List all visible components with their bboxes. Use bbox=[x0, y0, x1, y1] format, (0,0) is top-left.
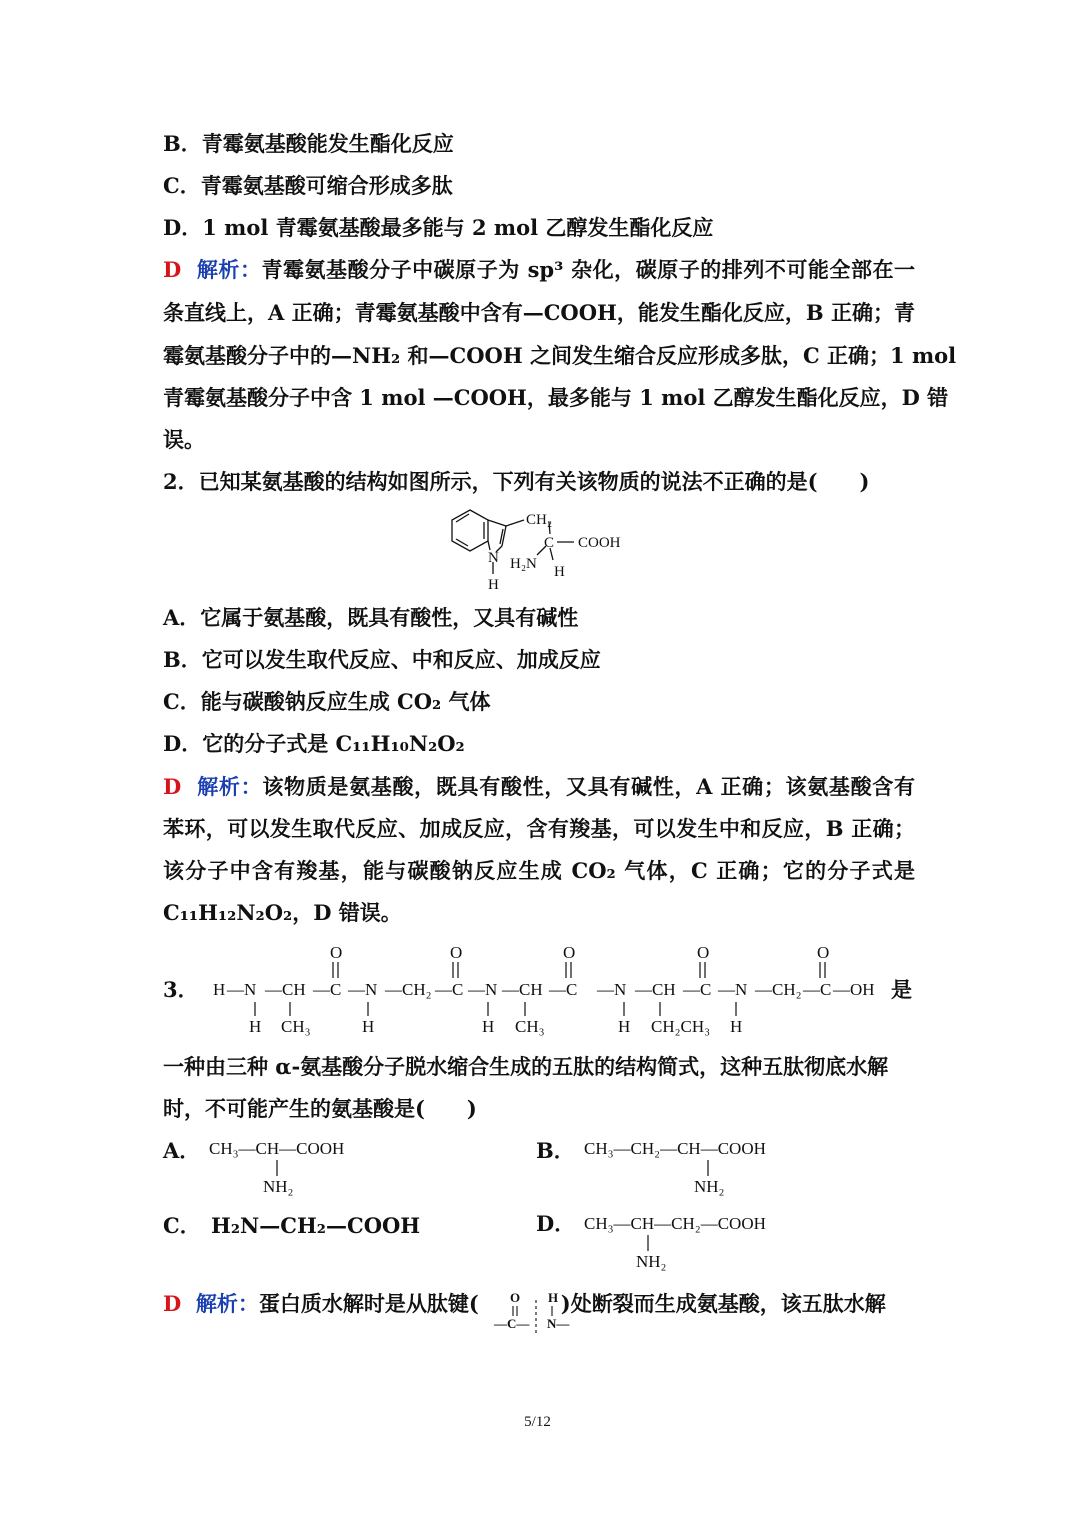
q3-option-c-label: C． bbox=[163, 1213, 201, 1238]
peptide-atom: —N bbox=[227, 980, 257, 999]
q1-option-c: C．青霉氨基酸可缩合形成多肽 bbox=[163, 173, 453, 198]
q2-nh-label: H bbox=[488, 577, 499, 593]
opt-a-amino: NH₂ bbox=[263, 1177, 294, 1196]
q2-option-a: A．它属于氨基酸，既具有酸性，又具有碱性 bbox=[163, 605, 579, 630]
q2-answer: D bbox=[163, 774, 182, 799]
q3-pentapeptide-formula bbox=[205, 938, 895, 1042]
peptide-atom: —C bbox=[549, 980, 578, 999]
peptide-substituent: H bbox=[362, 1017, 375, 1036]
q1-answer: D bbox=[163, 257, 182, 282]
q3-option-d-formula bbox=[580, 1205, 820, 1275]
page-number: 5/12 bbox=[524, 1414, 551, 1430]
q1-option-b: B．青霉氨基酸能发生酯化反应 bbox=[163, 131, 454, 156]
q3-answer: D bbox=[163, 1291, 182, 1316]
bond-c: —C— bbox=[494, 1316, 530, 1331]
q1-analysis-label: 解析： bbox=[196, 257, 262, 282]
peptide-carbonyl-o: O bbox=[450, 943, 463, 962]
peptide-substituent: CH₃ bbox=[515, 1017, 545, 1036]
q1-analysis-text: 青霉氨基酸分子中碳原子为 sp³ 杂化，碳原子的排列不可能全部在一 bbox=[261, 257, 915, 282]
q3-stem-line-2: 一种由三种 α-氨基酸分子脱水缩合生成的五肽的结构简式，这种五肽彻底水解 bbox=[163, 1054, 889, 1079]
q1-analysis-line-2: 条直线上，A 正确；青霉氨基酸中含有—COOH，能发生酯化反应，B 正确；青 bbox=[163, 300, 915, 325]
q2-ch-label: H bbox=[554, 564, 565, 580]
opt-b-chain: CH₃—CH₂—CH—COOH bbox=[584, 1139, 766, 1158]
q2-cooh-label: COOH bbox=[578, 535, 621, 551]
q3-option-b-label: B． bbox=[536, 1138, 575, 1163]
bond-n: N— bbox=[547, 1316, 570, 1331]
peptide-atom: —CH bbox=[265, 980, 306, 999]
bond-o: O bbox=[510, 1290, 521, 1305]
q1-analysis-line-4: 青霉氨基酸分子中含 1 mol —COOH，最多能与 1 mol 乙醇发生酯化反应，D 错 bbox=[163, 385, 949, 410]
peptide-atom: —N bbox=[718, 980, 748, 999]
q3-option-b-formula bbox=[580, 1130, 820, 1200]
q3-stem-suffix: 是 bbox=[891, 977, 912, 1002]
q2-option-d: D．它的分子式是 C₁₁H₁₀N₂O₂ bbox=[163, 731, 465, 756]
peptide-substituent: H bbox=[618, 1017, 631, 1036]
q2-c-label: C bbox=[544, 535, 555, 551]
peptide-atom: —N bbox=[348, 980, 378, 999]
q2-analysis-text: 该物质是氨基酸，既具有酸性，又具有碱性，A 正确；该氨基酸含有 bbox=[262, 774, 915, 799]
opt-a-chain: CH₃—CH—COOH bbox=[209, 1139, 345, 1158]
peptide-atom: —CH₂ bbox=[385, 980, 432, 999]
peptide-atom: —N bbox=[597, 980, 627, 999]
q3-analysis-label: 解析： bbox=[195, 1291, 259, 1316]
q2-h2n-label: H₂N bbox=[510, 556, 537, 572]
q2-analysis-line-2: 苯环，可以发生取代反应、加成反应，含有羧基，可以发生中和反应，B 正确； bbox=[163, 816, 915, 841]
opt-d-amino: NH₂ bbox=[636, 1252, 667, 1271]
q2-option-b: B．它可以发生取代反应、中和反应、加成反应 bbox=[163, 647, 601, 672]
peptide-atom: H bbox=[213, 980, 226, 999]
peptide-substituent: H bbox=[249, 1017, 262, 1036]
q2-analysis-line-4: C₁₁H₁₂N₂O₂，D 错误。 bbox=[163, 900, 402, 925]
q2-structure-diagram bbox=[440, 500, 640, 596]
peptide-atom: —C bbox=[435, 980, 464, 999]
bond-h: H bbox=[548, 1290, 559, 1305]
q2-analysis-line-1 bbox=[163, 772, 915, 802]
q2-option-c: C．能与碳酸钠反应生成 CO₂ 气体 bbox=[163, 689, 491, 714]
q3-stem-line-3: 时，不可能产生的氨基酸是( ) bbox=[163, 1096, 477, 1121]
peptide-substituent: H bbox=[730, 1017, 743, 1036]
peptide-atom: —N bbox=[468, 980, 498, 999]
q3-analysis-post: )处断裂而生成氨基酸，该五肽水解 bbox=[560, 1291, 886, 1316]
peptide-carbonyl-o: O bbox=[330, 943, 343, 962]
opt-d-chain: CH₃—CH—CH₂—COOH bbox=[584, 1214, 766, 1233]
q2-n-label: N bbox=[488, 550, 499, 566]
peptide-atom: —OH bbox=[833, 980, 875, 999]
q2-stem: 2．已知某氨基酸的结构如图所示，下列有关该物质的说法不正确的是( ) bbox=[163, 469, 870, 494]
q3-peptide-bond-diagram bbox=[490, 1286, 576, 1336]
q3-option-c-formula: H₂N—CH₂—COOH bbox=[211, 1213, 421, 1238]
q1-option-d: D．1 mol 青霉氨基酸最多能与 2 mol 乙醇发生酯化反应 bbox=[163, 215, 714, 240]
peptide-atom: —C bbox=[313, 980, 342, 999]
q2-analysis-label: 解析： bbox=[197, 774, 263, 799]
q1-analysis-line-1 bbox=[163, 255, 915, 285]
q3-analysis-pre: 蛋白质水解时是从肽键( bbox=[258, 1291, 479, 1316]
peptide-atom: —CH bbox=[502, 980, 543, 999]
peptide-carbonyl-o: O bbox=[563, 943, 576, 962]
peptide-atom: —C bbox=[803, 980, 832, 999]
q1-analysis-line-3: 霉氨基酸分子中的—NH₂ 和—COOH 之间发生缩合反应形成多肽，C 正确；1 mol bbox=[163, 343, 957, 368]
peptide-carbonyl-o: O bbox=[817, 943, 830, 962]
q1-analysis-line-5: 误。 bbox=[163, 427, 205, 452]
peptide-carbonyl-o: O bbox=[697, 943, 710, 962]
opt-b-amino: NH₂ bbox=[694, 1177, 725, 1196]
q3-option-a-formula bbox=[205, 1130, 405, 1200]
q3-option-a-label: A． bbox=[163, 1138, 201, 1163]
peptide-substituent: CH₂CH₃ bbox=[651, 1017, 711, 1036]
peptide-substituent: CH₃ bbox=[281, 1017, 311, 1036]
peptide-atom: —CH₂ bbox=[755, 980, 802, 999]
peptide-atom: —CH bbox=[635, 980, 676, 999]
peptide-atom: —C bbox=[683, 980, 712, 999]
q2-analysis-line-3: 该分子中含有羧基，能与碳酸钠反应生成 CO₂ 气体，C 正确；它的分子式是 bbox=[163, 858, 915, 883]
q3-number: 3． bbox=[163, 977, 199, 1002]
q2-ch2-label: CH₂ bbox=[526, 512, 553, 528]
q3-option-d-label: D． bbox=[536, 1211, 576, 1236]
peptide-substituent: H bbox=[482, 1017, 495, 1036]
